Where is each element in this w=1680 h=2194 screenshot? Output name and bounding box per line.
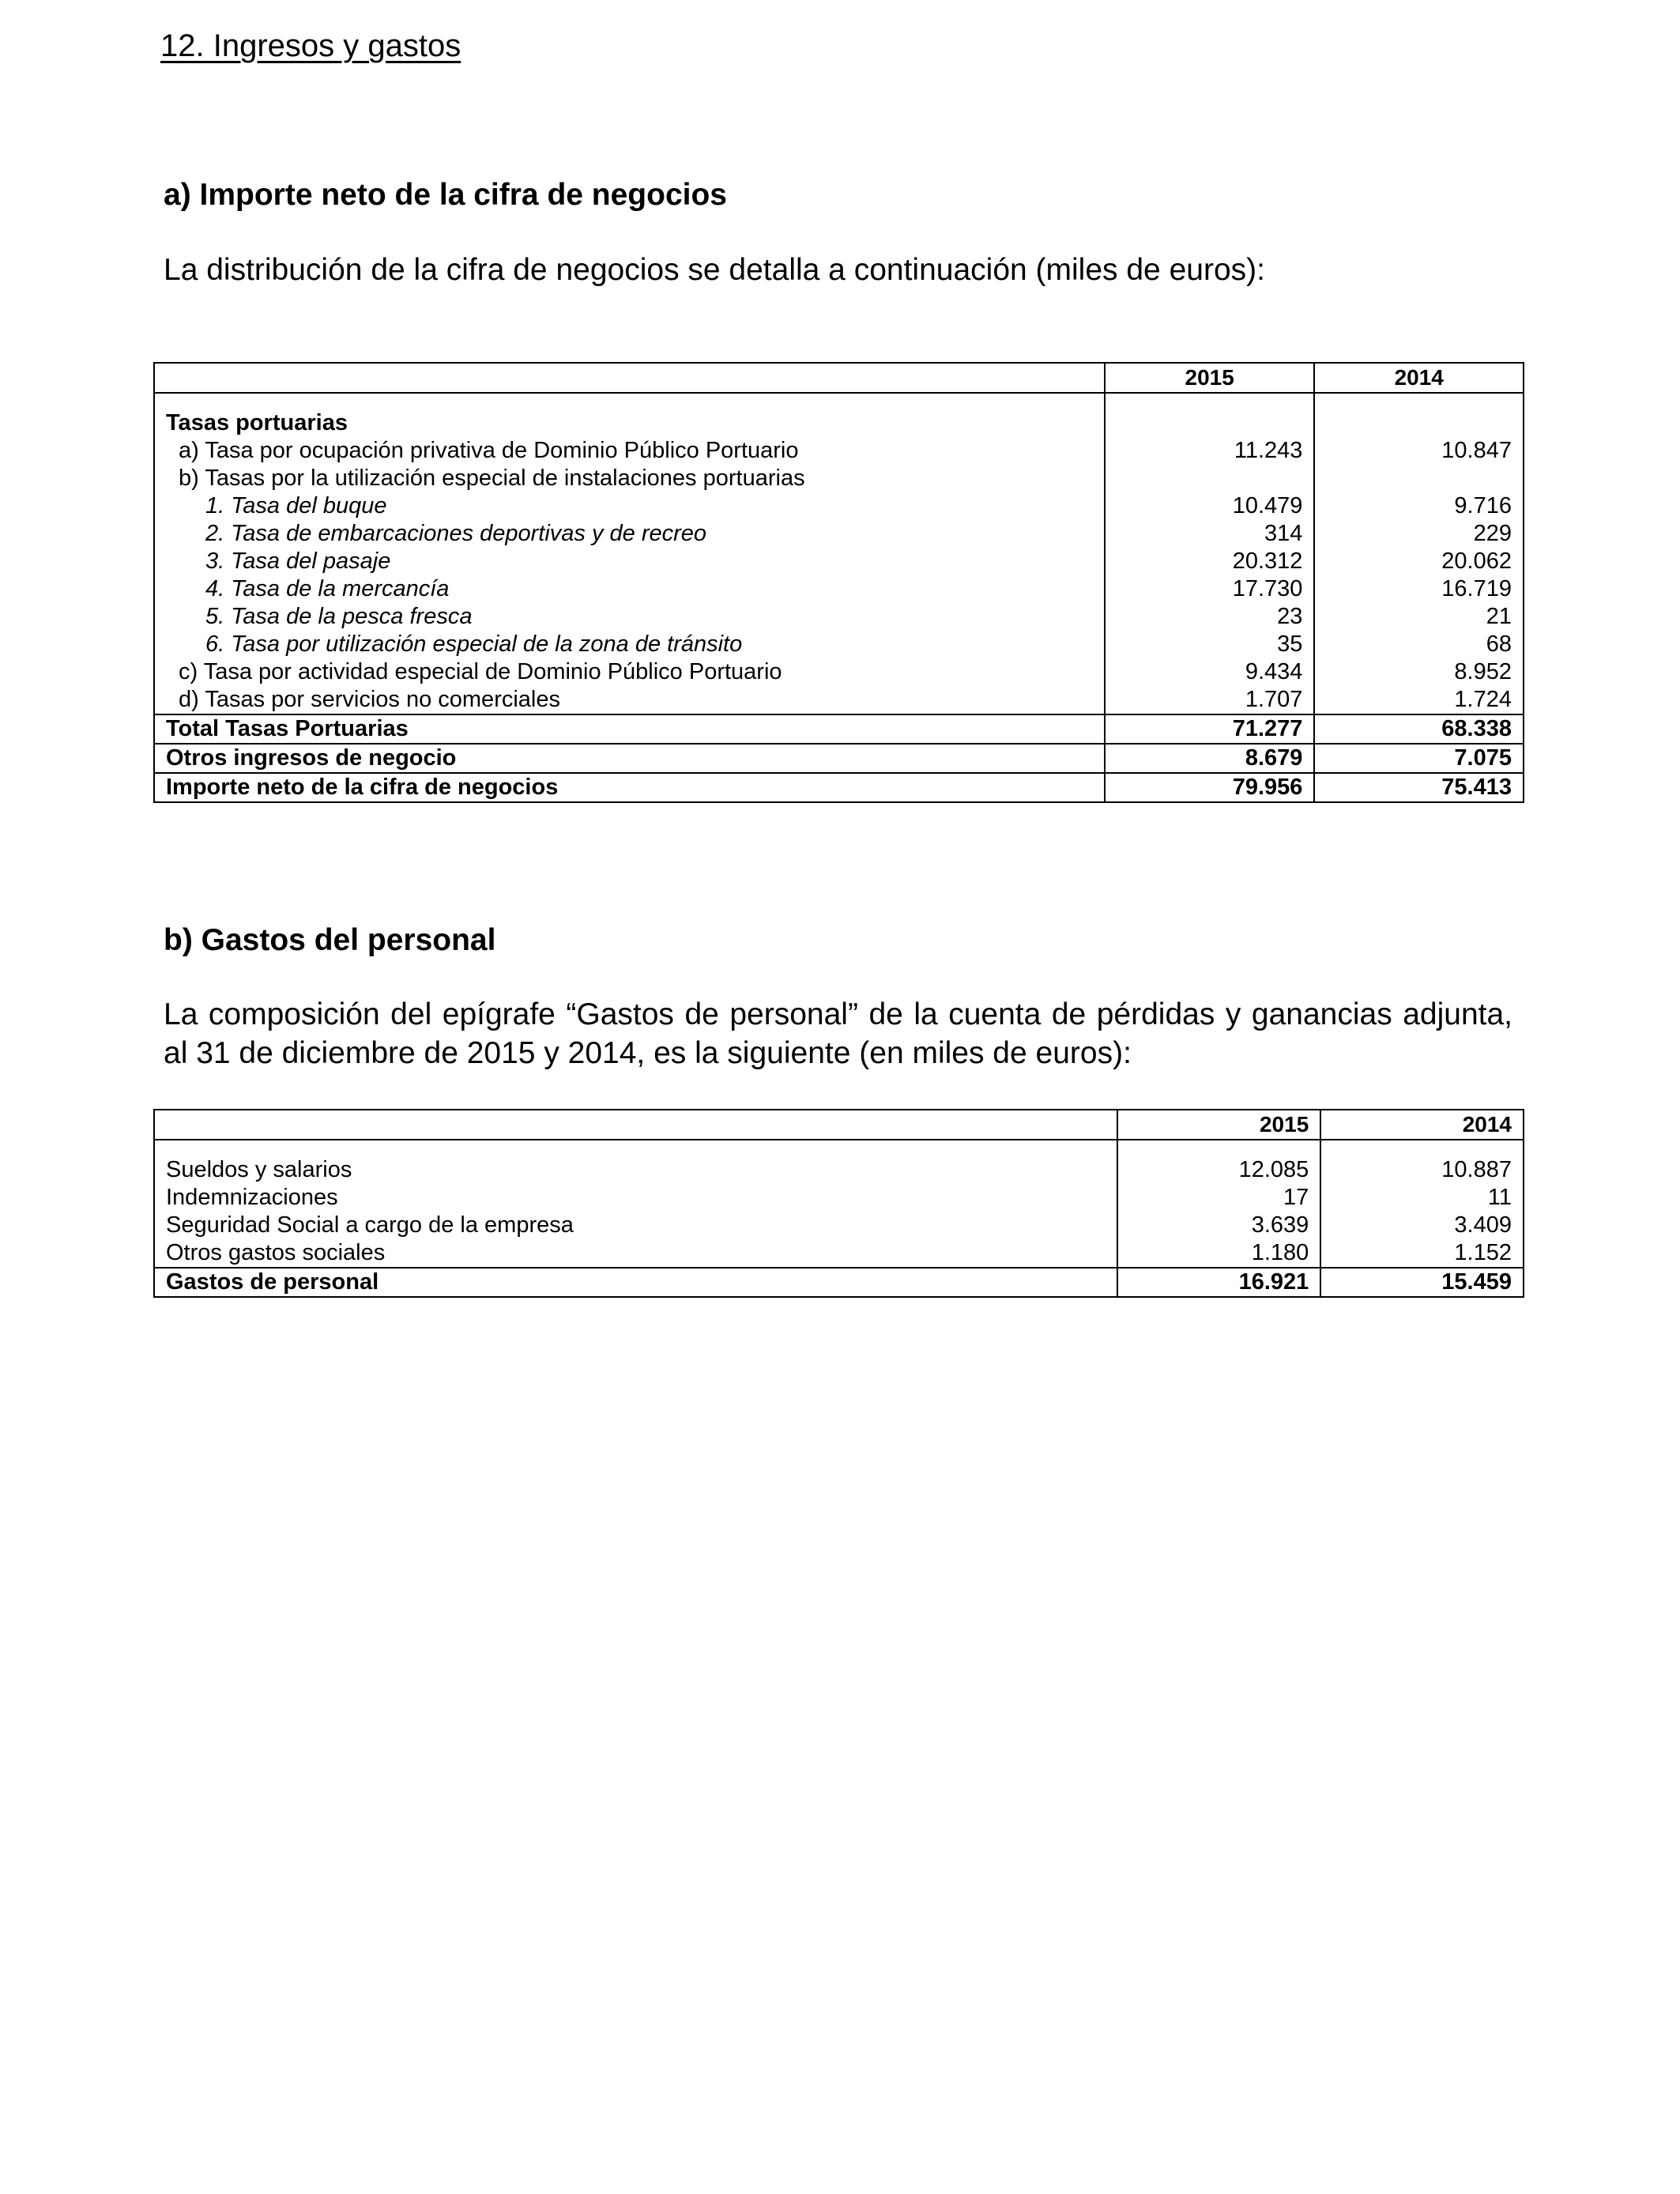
- table-row: [154, 492, 1524, 520]
- row-value-2015: 1.707: [1105, 686, 1315, 714]
- header-cell-label: [154, 1110, 1117, 1140]
- total-label: Total Tasas Portuarias: [154, 714, 1105, 744]
- row-value-2015: 3.639: [1117, 1212, 1321, 1239]
- total-value-2014: 7.075: [1314, 744, 1524, 773]
- row-value-2015: 20.312: [1105, 548, 1315, 575]
- total-label: Otros ingresos de negocio: [154, 744, 1105, 773]
- total-value-2014: 75.413: [1314, 773, 1524, 802]
- row-value-2014: 20.062: [1314, 548, 1524, 575]
- table-row: [154, 520, 1524, 548]
- header-cell-2015: 2015: [1117, 1110, 1321, 1140]
- row-value-2014: 9.716: [1314, 492, 1524, 520]
- table-header-row: [154, 363, 1524, 393]
- personnel-expenses-table: [153, 1109, 1524, 1298]
- row-label: Seguridad Social a cargo de la empresa: [154, 1212, 1117, 1239]
- row-value-2015: [1105, 465, 1315, 492]
- table-row: [154, 603, 1524, 631]
- row-value-2015: 17.730: [1105, 575, 1315, 603]
- table-row: [154, 1156, 1524, 1184]
- row-label: 5. Tasa de la pesca fresca: [154, 603, 1105, 631]
- total-label: Gastos de personal: [154, 1268, 1117, 1297]
- total-value-2014: 68.338: [1314, 714, 1524, 744]
- total-row: [154, 773, 1524, 802]
- header-cell-label: [154, 363, 1105, 393]
- table-row: [154, 686, 1524, 714]
- row-value-2014: 16.719: [1314, 575, 1524, 603]
- row-value-2014: 10.847: [1314, 437, 1524, 465]
- row-value-2015: 314: [1105, 520, 1315, 548]
- section-b-heading: b) Gastos del personal: [164, 923, 496, 957]
- table-row-group: [154, 409, 1524, 437]
- total-value-2015: 16.921: [1117, 1268, 1321, 1297]
- header-cell-2014: 2014: [1314, 363, 1524, 393]
- row-value-2014: 21: [1314, 603, 1524, 631]
- row-label: 3. Tasa del pasaje: [154, 548, 1105, 575]
- row-label: a) Tasa por ocupación privativa de Dominio Público Portuario: [154, 437, 1105, 465]
- section-a-intro: La distribución de la cifra de negocios se detalla a continuación (miles de euros):: [164, 253, 1265, 287]
- row-label: 2. Tasa de embarcaciones deportivas y de recreo: [154, 520, 1105, 548]
- row-value-2014: 8.952: [1314, 658, 1524, 686]
- row-value-2015: 11.243: [1105, 437, 1315, 465]
- total-row: [154, 744, 1524, 773]
- row-value-2014: 11: [1320, 1184, 1524, 1212]
- row-label: 6. Tasa por utilización especial de la zona de tránsito: [154, 631, 1105, 658]
- header-cell-2014: 2014: [1320, 1110, 1524, 1140]
- row-value-2015: 35: [1105, 631, 1315, 658]
- table-row: [154, 658, 1524, 686]
- section-a-heading: a) Importe neto de la cifra de negocios: [164, 178, 727, 212]
- total-row: [154, 714, 1524, 744]
- total-value-2015: 8.679: [1105, 744, 1315, 773]
- row-label: Indemnizaciones: [154, 1184, 1117, 1212]
- total-value-2015: 71.277: [1105, 714, 1315, 744]
- header-cell-2015: 2015: [1105, 363, 1315, 393]
- row-label: d) Tasas por servicios no comerciales: [154, 686, 1105, 714]
- group-label: Tasas portuarias: [154, 409, 1105, 437]
- row-value-2014: 10.887: [1320, 1156, 1524, 1184]
- row-value-2015: 10.479: [1105, 492, 1315, 520]
- table-row: [154, 465, 1524, 492]
- table-row: [154, 1184, 1524, 1212]
- table-header-row: [154, 1110, 1524, 1140]
- table-row: [154, 548, 1524, 575]
- row-label: 1. Tasa del buque: [154, 492, 1105, 520]
- row-value-2014: 3.409: [1320, 1212, 1524, 1239]
- row-value-2015: 1.180: [1117, 1239, 1321, 1268]
- row-value-2014: 1.724: [1314, 686, 1524, 714]
- row-value-2015: 12.085: [1117, 1156, 1321, 1184]
- row-value-2015: 23: [1105, 603, 1315, 631]
- row-value-2015: 17: [1117, 1184, 1321, 1212]
- row-value-2015: 9.434: [1105, 658, 1315, 686]
- row-label: Otros gastos sociales: [154, 1239, 1117, 1268]
- row-value-2014: 68: [1314, 631, 1524, 658]
- row-label: c) Tasa por actividad especial de Dominio Público Portuario: [154, 658, 1105, 686]
- table-row: [154, 1212, 1524, 1239]
- section-b-intro: La composición del epígrafe “Gastos de personal” de la cuenta de pérdidas y ganancias adjunta, al 31 de diciembre de 2015 y 2014, es la siguiente (en miles de euros):: [164, 997, 1512, 1070]
- total-value-2015: 79.956: [1105, 773, 1315, 802]
- total-row: [154, 1268, 1524, 1297]
- table-row: [154, 575, 1524, 603]
- row-value-2014: [1314, 465, 1524, 492]
- total-value-2014: 15.459: [1320, 1268, 1524, 1297]
- page-title: 12. Ingresos y gastos: [160, 28, 461, 63]
- total-label: Importe neto de la cifra de negocios: [154, 773, 1105, 802]
- row-label: Sueldos y salarios: [154, 1156, 1117, 1184]
- row-label: 4. Tasa de la mercancía: [154, 575, 1105, 603]
- table-row: [154, 437, 1524, 465]
- table-row: [154, 631, 1524, 658]
- row-value-2014: 1.152: [1320, 1239, 1524, 1268]
- table-row: [154, 1239, 1524, 1268]
- revenue-table: [153, 362, 1524, 803]
- row-value-2014: 229: [1314, 520, 1524, 548]
- row-label: b) Tasas por la utilización especial de instalaciones portuarias: [154, 465, 1105, 492]
